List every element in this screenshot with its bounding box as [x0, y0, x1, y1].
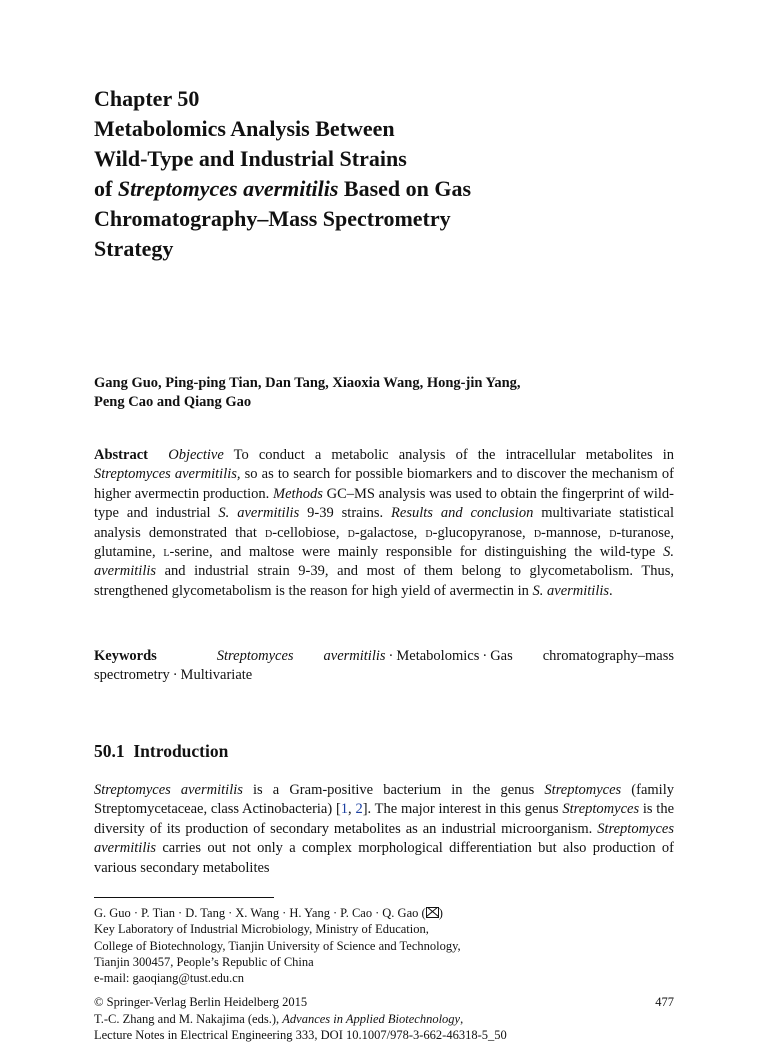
- title-species: Streptomyces avermitilis: [117, 176, 339, 201]
- title-line: Wild-Type and Industrial Strains: [94, 146, 407, 171]
- section-heading: 50.1 Introduction: [94, 741, 229, 761]
- page-footer: [94, 994, 674, 1044]
- footnote-divider: [94, 897, 274, 898]
- keywords-label: Keywords: [94, 648, 157, 664]
- keyword: Streptomyces avermitilis: [216, 648, 386, 664]
- affiliation-line: Key Laboratory of Industrial Microbiology, Ministry of Education,: [94, 922, 429, 937]
- copyright: © Springer-Verlag Berlin Heidelberg 2015: [94, 995, 308, 1009]
- affiliation-line: College of Biotechnology, Tianjin University of Science and Technology,: [94, 938, 461, 953]
- page-number: 477: [655, 995, 674, 1009]
- chapter-label: Chapter 50: [94, 86, 200, 111]
- title-line: Chromatography–Mass Spectrometry: [94, 206, 451, 231]
- author-list: [94, 374, 674, 412]
- title-line: of Streptomyces avermitilis Based on Gas: [94, 176, 472, 201]
- keyword: Gas chromatography–mass spectrometry: [94, 648, 674, 684]
- abstract: [94, 446, 674, 601]
- chapter-title: [94, 114, 674, 264]
- author-line: Gang Guo, Ping-ping Tian, Dan Tang, Xiaoxia Wang, Hong-jin Yang,: [94, 375, 521, 391]
- affiliation-line: Tianjin 300457, People’s Republic of China: [94, 954, 314, 969]
- affiliation: [94, 905, 674, 986]
- title-line: Strategy: [94, 236, 174, 261]
- keywords: Keywords Streptomyces avermitilis · Metabolomics · Gas chromatography–mass spectrometry · Multivariate: [94, 648, 674, 684]
- title-line: Metabolomics Analysis Between: [94, 116, 395, 141]
- author-initials: G. Guo · P. Tian · D. Tang · X. Wang · H. Yang · P. Cao · Q. Gao ( ): [94, 906, 443, 920]
- abstract-text: Abstract Objective To conduct a metabolic analysis of the intracellular metabolites in Streptomyces avermitilis, so as to search for possible biomarkers and to discover the mechanism of higher avermectin production. Methods GC–MS analysis was used to obtain the fingerprint of wild-type and industrial S. avermitilis 9-39 strains. Results and conclusion multivariate statistical analysis demonstrated that d-cellobiose, d-galactose, d-glucopyranose, d-mannose, d-turanose, glutamine, l-serine, and maltose were mainly responsible for distinguishing the wild-type S. avermitilis and industrial strain 9-39, and most of them belong to glycometabolism. Thus, strengthened glycometabolism is the reason for high yield of avermectin in S. avermitilis.: [94, 447, 675, 599]
- email-line: e-mail: gaoqiang@tust.edu.cn: [94, 971, 245, 986]
- envelope-icon: [426, 907, 439, 918]
- abstract-heading: Abstract: [94, 447, 148, 463]
- series-doi: Lecture Notes in Electrical Engineering 333, DOI 10.1007/978-3-662-46318-5_50: [94, 1028, 507, 1042]
- keyword: Multivariate: [180, 667, 253, 684]
- author-line: Peng Cao and Qiang Gao: [94, 394, 252, 410]
- paper-page: [94, 86, 675, 1042]
- introduction-text: Streptomyces avermitilis is a Gram-positive bacterium in the genus Streptomyces (family Streptomycetaceae, class Actinobacteria) [1, 2]. The major interest in this genus Streptomyces is the diversity of its production of secondary metabolites as an industrial microorganism. Streptomyces avermitilis carries out not only a complex morphological differentiation but also production of various secondary metabolites: [94, 782, 675, 876]
- keyword: Metabolomics: [396, 648, 480, 664]
- citation-link[interactable]: 1: [340, 801, 349, 818]
- book-citation: T.-C. Zhang and M. Nakajima (eds.), Advances in Applied Biotechnology,: [94, 1011, 464, 1026]
- citation-link[interactable]: 2: [355, 801, 363, 818]
